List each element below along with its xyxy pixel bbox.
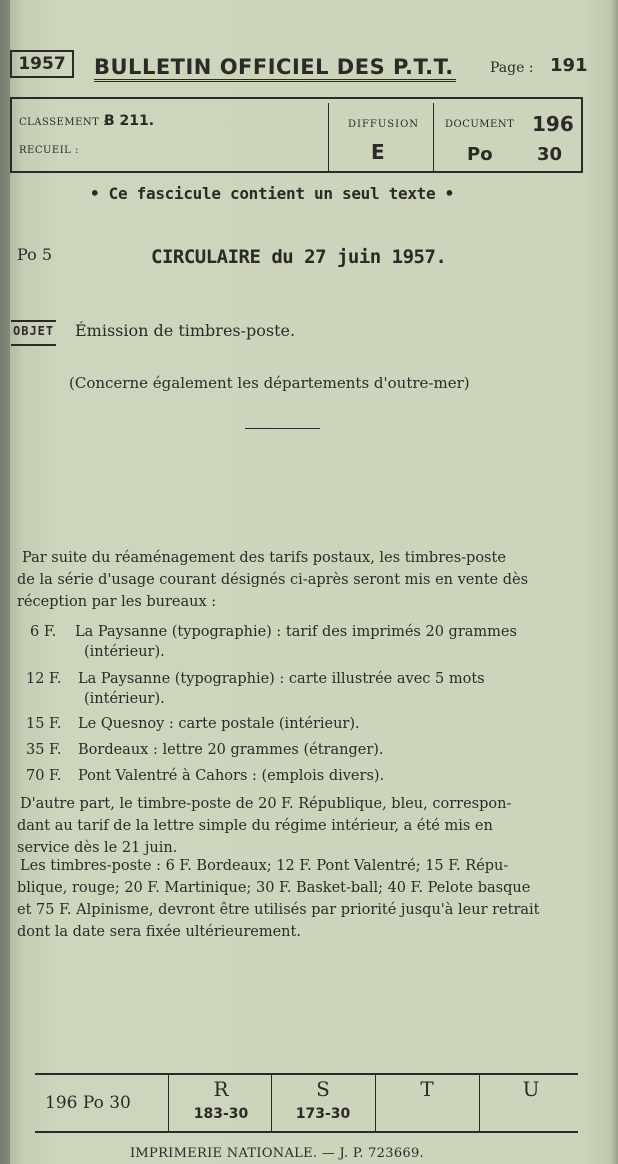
body-line: service dès le 21 juin. <box>17 840 178 856</box>
classement-label: CLASSEMENT : <box>19 117 107 128</box>
stamp-description: La Paysanne (typographie) : tarif des imprimés 20 grammes <box>75 624 517 640</box>
stamp-item <box>26 740 384 760</box>
separator-rule <box>245 428 320 429</box>
body-line: blique, rouge; 20 F. Martinique; 30 F. Basket-ball; 40 F. Pelote basque <box>17 880 531 896</box>
table-reference: 196 Po 30 <box>45 1093 131 1113</box>
table-column-number: 173-30 <box>295 1106 351 1122</box>
concerne-note: (Concerne également les départements d'outre-mer) <box>69 374 470 392</box>
classement-value: B 211. <box>104 113 155 129</box>
stamp-item <box>26 669 485 689</box>
stamp-description: Le Quesnoy : carte postale (intérieur). <box>78 716 360 732</box>
stamp-item <box>26 714 360 734</box>
table-divider <box>271 1075 272 1131</box>
document-number: 196 <box>532 112 574 136</box>
circular-title: CIRCULAIRE du 27 juin 1957. <box>151 246 447 268</box>
table-divider <box>168 1075 169 1131</box>
stamp-item-continuation: (intérieur). <box>84 644 165 660</box>
objet-text: Émission de timbres-poste. <box>75 321 296 340</box>
classification-box <box>10 97 583 173</box>
stamp-denomination: 35 F. <box>26 742 62 758</box>
stamp-description: Bordeaux : lettre 20 grammes (étranger). <box>78 742 384 758</box>
table-column-number: 183-30 <box>193 1106 249 1122</box>
stamp-description: Pont Valentré à Cahors : (emplois divers). <box>78 768 385 784</box>
table-divider <box>375 1075 376 1131</box>
document-series-number: 30 <box>537 144 563 165</box>
stamp-denomination: 15 F. <box>26 716 62 732</box>
single-text-notice: • Ce fascicule contient un seul texte • <box>90 184 454 203</box>
header-page-number: 191 <box>550 55 588 76</box>
body-line: dont la date sera fixée ultérieurement. <box>17 924 301 940</box>
document-label: DOCUMENT <box>445 119 515 130</box>
side-code: Po 5 <box>17 245 53 264</box>
body-line: réception par les bureaux : <box>17 594 217 610</box>
diffusion-value: E <box>371 140 385 164</box>
table-divider <box>479 1075 480 1131</box>
diffusion-label: DIFFUSION <box>348 119 420 130</box>
table-column-letter: U <box>522 1077 540 1101</box>
box-divider <box>328 103 329 171</box>
document-series: Po <box>467 144 493 165</box>
body-line: de la série d'usage courant désignés ci-après seront mis en vente dès <box>17 572 529 588</box>
distribution-table <box>35 1073 578 1133</box>
header-title: BULLETIN OFFICIEL DES P.T.T. <box>94 52 456 82</box>
stamp-description: La Paysanne (typographie) : carte illustrée avec 5 mots <box>78 671 485 687</box>
body-line: Par suite du réaménagement des tarifs postaux, les timbres-poste <box>22 550 506 566</box>
box-divider <box>433 103 434 171</box>
stamp-denomination: 70 F. <box>26 768 62 784</box>
header-page-label: Page : <box>490 60 534 76</box>
header-year: 1957 <box>10 50 74 78</box>
objet-label: OBJET <box>11 320 56 346</box>
body-line: et 75 F. Alpinisme, devront être utilisés par priorité jusqu'à leur retrait <box>17 902 540 918</box>
stamp-item <box>26 766 384 786</box>
stamp-item-continuation: (intérieur). <box>84 691 165 707</box>
body-line: D'autre part, le timbre-poste de 20 F. République, bleu, correspon- <box>20 796 512 812</box>
binding-spine <box>0 0 10 1164</box>
stamp-item <box>30 622 517 642</box>
table-column-letter: S <box>316 1077 330 1101</box>
table-column-letter: R <box>213 1077 229 1101</box>
stamp-denomination: 12 F. <box>26 671 62 687</box>
table-column-letter: T <box>420 1077 434 1101</box>
printer-imprint: IMPRIMERIE NATIONALE. — J. P. 723669. <box>130 1146 424 1161</box>
recueil-label: RECUEIL : <box>19 145 79 156</box>
body-line: dant au tarif de la lettre simple du régime intérieur, a été mis en <box>17 818 493 834</box>
body-line: Les timbres-poste : 6 F. Bordeaux; 12 F. Pont Valentré; 15 F. Répu- <box>20 858 509 874</box>
stamp-denomination: 6 F. <box>30 624 57 640</box>
